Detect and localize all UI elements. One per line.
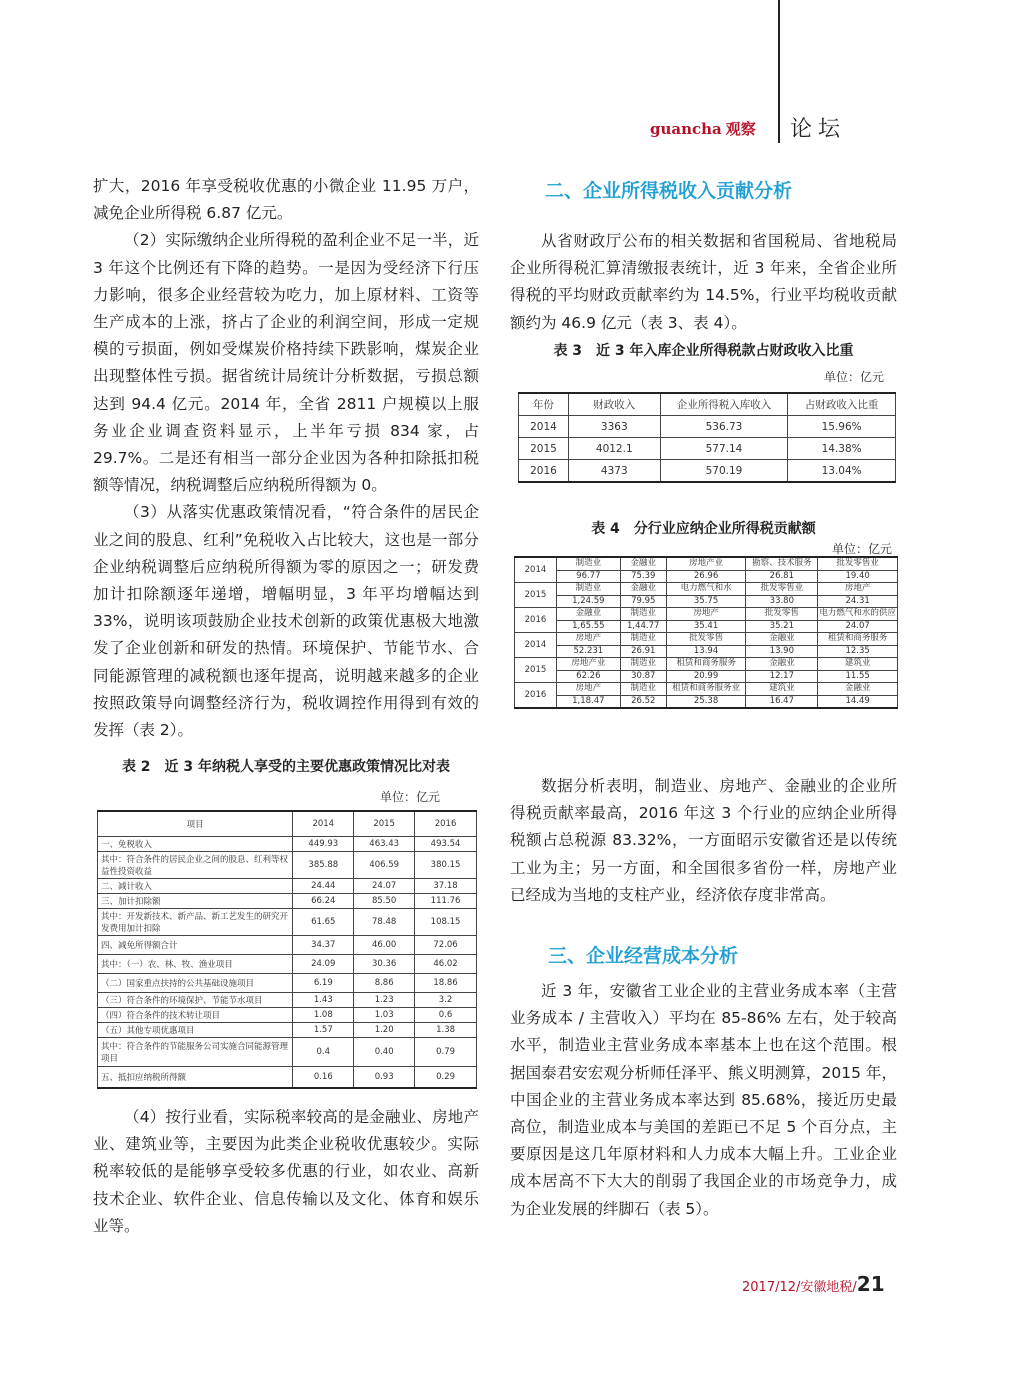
- table3-caption: 表 3 近 3 年入库企业所得税款占财政收入比重: [553, 343, 854, 359]
- table-cell: 制造业: [620, 608, 666, 621]
- table-cell: 租赁和商务服务业: [666, 683, 746, 696]
- header-divider-line: [778, 0, 780, 143]
- table-cell: （三）符合条件的环境保护、节能节水项目: [98, 993, 293, 1008]
- table-row: [515, 683, 898, 696]
- table-cell: 24.31: [818, 595, 898, 608]
- table-cell: 二、减计收入: [98, 879, 293, 894]
- table-cell: 批发零售业: [818, 557, 898, 570]
- table-cell: 0.79: [415, 1038, 477, 1067]
- table-cell: 8.86: [354, 974, 415, 993]
- table-row: [515, 695, 898, 708]
- table3: [518, 392, 896, 483]
- table-row: [515, 595, 898, 608]
- table-cell: 一、免税收入: [98, 837, 293, 852]
- table-cell: 14.49: [818, 695, 898, 708]
- table-row: [519, 438, 896, 460]
- table-cell: 75.39: [620, 570, 666, 583]
- table-cell: 66.24: [293, 894, 354, 909]
- table4-unit: 单位：亿元: [832, 542, 893, 556]
- table-header-cell: 占财政收入比重: [788, 393, 896, 416]
- table-cell: 1,65.55: [556, 620, 620, 633]
- table-row: [98, 879, 477, 894]
- table-cell: 79.95: [620, 595, 666, 608]
- table-cell: 449.93: [293, 837, 354, 852]
- table-cell: 1.08: [293, 1008, 354, 1023]
- table-cell: 13.90: [746, 645, 818, 658]
- table-cell: 三、加计扣除额: [98, 894, 293, 909]
- table-header-cell: 年份: [519, 393, 569, 416]
- table-cell: 62.26: [556, 670, 620, 683]
- table-cell: 租赁和商务服务: [666, 658, 746, 671]
- paragraph: 数据分析表明，制造业、房地产、金融业的企业所得税贡献率最高，2016 年这 3 个行业的应纳企业所得税额占总税源 83.32%，一方面昭示安徽省还是以传统工业为主；另一方面，和全国很多省份一样，房地产业已经成为当地的支柱产业，经济依存度非常高。: [510, 777, 897, 904]
- table-cell: 24.09: [293, 955, 354, 974]
- table-cell: 制造业: [620, 633, 666, 646]
- right-column-text-1: [510, 228, 897, 337]
- table-cell: 570.19: [660, 460, 788, 483]
- section-heading-2: 二、企业所得税收入贡献分析: [545, 180, 793, 202]
- table-cell: 85.50: [354, 894, 415, 909]
- table-row: [515, 620, 898, 633]
- table-cell: 1.20: [354, 1023, 415, 1038]
- table-cell: 61.65: [293, 909, 354, 936]
- table-cell: 1.03: [354, 1008, 415, 1023]
- table-cell: 其中：（一）农、林、牧、渔业项目: [98, 955, 293, 974]
- table-cell: 四、减免所得额合计: [98, 936, 293, 955]
- table-cell: 制造业: [620, 658, 666, 671]
- issue-info: 2017/12/安徽地税/: [742, 1280, 857, 1295]
- table-cell: （二）国家重点扶持的公共基础设施项目: [98, 974, 293, 993]
- table-cell: 1.57: [293, 1023, 354, 1038]
- table-cell: 0.4: [293, 1038, 354, 1067]
- table-cell: 金融业: [620, 583, 666, 596]
- table-cell: 0.16: [293, 1067, 354, 1089]
- table-cell: 其中：符合条件的居民企业之间的股息、红利等权益性投资收益: [98, 852, 293, 879]
- paragraph: （4）按行业看，实际税率较高的是金融业、房地产业、建筑业等，主要因为此类企业税收优惠较少。实际税率较低的是能够享受较多优惠的行业，如农业、高新技术企业、软件企业、信息传输以及文化、体育和娱乐业等。: [93, 1108, 479, 1235]
- table-row: [98, 1023, 477, 1038]
- table-cell: 0.6: [415, 1008, 477, 1023]
- table-row: [519, 460, 896, 483]
- table-cell: 0.40: [354, 1038, 415, 1067]
- table-row: [98, 1008, 477, 1023]
- table-cell: 批发零售业: [746, 583, 818, 596]
- table2: [97, 810, 477, 1089]
- section-title: 论坛: [790, 117, 847, 142]
- table-cell: 金融业: [746, 633, 818, 646]
- table-cell: 33.80: [746, 595, 818, 608]
- table-cell: 其中：符合条件的节能服务公司实施合同能源管理项目: [98, 1038, 293, 1067]
- table-cell: 52.231: [556, 645, 620, 658]
- table-year-cell: 2015: [515, 583, 557, 608]
- table-header-cell: 2016: [415, 811, 477, 837]
- table-cell: 五、抵扣应纳税所得额: [98, 1067, 293, 1089]
- table-cell: 金融业: [556, 608, 620, 621]
- table-cell: 11.55: [818, 670, 898, 683]
- table-cell: 1,18.47: [556, 695, 620, 708]
- table-cell: 制造业: [556, 557, 620, 570]
- table-header-cell: 2015: [354, 811, 415, 837]
- table-cell: 406.59: [354, 852, 415, 879]
- table-row: [98, 1067, 477, 1089]
- table-cell: 房地产: [666, 608, 746, 621]
- page-footer: [742, 1272, 885, 1296]
- left-column-text: [93, 173, 479, 744]
- table-cell: 批发零售: [746, 608, 818, 621]
- table-cell: 金融业: [746, 658, 818, 671]
- table-cell: 房地产业: [666, 557, 746, 570]
- table-cell: 536.73: [660, 416, 788, 438]
- table-row: [98, 993, 477, 1008]
- table-cell: 37.18: [415, 879, 477, 894]
- table-cell: 34.37: [293, 936, 354, 955]
- table-row: [98, 936, 477, 955]
- table-row: [515, 658, 898, 671]
- table-cell: 房地产: [556, 633, 620, 646]
- table-row: [98, 852, 477, 879]
- left-column-bottom-text: [93, 1104, 479, 1240]
- table-cell: 577.14: [660, 438, 788, 460]
- table-cell: 25.38: [666, 695, 746, 708]
- table-row: [519, 416, 896, 438]
- table-cell: 46.00: [354, 936, 415, 955]
- table-cell: 金融业: [620, 557, 666, 570]
- table-cell: 12.35: [818, 645, 898, 658]
- table-cell: 房地产: [818, 583, 898, 596]
- table-cell: 批发零售: [666, 633, 746, 646]
- table-cell: 6.19: [293, 974, 354, 993]
- table-cell: 26.52: [620, 695, 666, 708]
- table4: [514, 556, 898, 709]
- table-cell: 493.54: [415, 837, 477, 852]
- table-year-cell: 2016: [515, 608, 557, 633]
- paragraph: 近 3 年，安徽省工业企业的主营业务成本率（主营业务成本 / 主营收入）平均在 85-86% 左右，处于较高水平，制造业主营业务成本率基本上也在这个范围。根据国泰君安宏观分析师任泽平、熊义明测算，2015 年，中国企业的主营业务成本率达到 85.68%，接近历史最高位，制造业成本与美国的差距已不足 5 个百分点，主要原因是这几年原材料和人力成本大幅上升。工业企业成本居高不下大大的削弱了我国企业的市场竞争力，成为企业发展的绊脚石（表 5）。: [510, 982, 897, 1218]
- table-row: [515, 633, 898, 646]
- table-cell: 2014: [519, 416, 569, 438]
- table-cell: 电力燃气和水的供应: [819, 608, 896, 619]
- table-cell: 制造业: [620, 683, 666, 696]
- table-header-cell: 企业所得税入库收入: [660, 393, 788, 416]
- table-cell: 35.75: [666, 595, 746, 608]
- table-cell: 1,24.59: [556, 595, 620, 608]
- paragraph: （2）实际缴纳企业所得税的盈利企业不足一半，近 3 年这个比例还有下降的趋势。一是因为受经济下行压力影响，很多企业经营较为吃力，加上原材料、工资等生产成本的上涨，挤占了企业的利润空间，形成一定规模的亏损面，例如受煤炭价格持续下跌影响，煤炭企业出现整体性亏损。据省统计局统计分析数据，亏损总额达到 94.4 亿元。2014 年，全省 2811 户规模以上服务业企业调查资料显示，上半年亏损 834 家，占 29.7%。二是还有相当一部分企业因为各种扣除抵扣税额等情况，纳税调整后应纳税所得额为 0。: [93, 231, 479, 495]
- table-cell: 0.29: [415, 1067, 477, 1089]
- table-cell: 13.94: [666, 645, 746, 658]
- table-cell: 96.77: [556, 570, 620, 583]
- right-column-text-3: [510, 978, 897, 1223]
- table-cell: 30.87: [620, 670, 666, 683]
- table2-caption: 表 2 近 3 年纳税人享受的主要优惠政策情况比对表: [121, 759, 451, 775]
- table-cell: 建筑业: [746, 683, 818, 696]
- table-cell: 制造业: [556, 583, 620, 596]
- table-row: [98, 837, 477, 852]
- table-cell: 1.38: [415, 1023, 477, 1038]
- table-cell: 4373: [568, 460, 660, 483]
- table-cell: 14.38%: [788, 438, 896, 460]
- paragraph: 从省财政厅公布的相关数据和省国税局、省地税局企业所得税汇算清缴报表统计，近 3 年来，全省企业所得税的平均财政贡献率约为 14.5%，行业平均税收贡献额约为 46.9 亿元（表 3、表 4）。: [510, 232, 897, 332]
- table-cell: 18.86: [415, 974, 477, 993]
- table3-unit: 单位：亿元: [824, 370, 885, 384]
- table-row: [98, 1038, 477, 1067]
- table2-unit: 单位：亿元: [380, 790, 441, 804]
- table-cell: 2015: [519, 438, 569, 460]
- right-column-text-2: [510, 773, 897, 909]
- table-cell: 26.96: [666, 570, 746, 583]
- column-brand: guancha 观察: [650, 120, 756, 138]
- table-cell: 4012.1: [568, 438, 660, 460]
- table-cell: 13.04%: [788, 460, 896, 483]
- table-cell: 房地产业: [556, 658, 620, 671]
- table-cell: 1.23: [354, 993, 415, 1008]
- section-heading-3: 三、企业经营成本分析: [548, 945, 739, 967]
- table-cell: 勘察、技术服务: [746, 557, 818, 570]
- table-cell: 房地产: [556, 683, 620, 696]
- table-header-row: [519, 393, 896, 416]
- table-row: [98, 909, 477, 936]
- table-header-cell: 项目: [98, 811, 293, 837]
- table-cell: 1.43: [293, 993, 354, 1008]
- table-row: [98, 955, 477, 974]
- table-header-row: [98, 811, 477, 837]
- paragraph: （3）从落实优惠政策情况看，“符合条件的居民企业之间的股息、红利”免税收入占比较大，这也是一部分企业纳税调整后应纳税所得额为零的原因之一；研发费加计扣除额逐年递增，增幅明显，3 年平均增幅达到 33%，说明该项鼓励企业技术创新的政策优惠极大地激发了企业创新和研发的热情。环境保护、节能节水、合同能源管理的减税额也逐年提高，说明越来越多的企业按照政策导向调整经济行为，税收调控作用得到有效的发挥（表 2）。: [93, 503, 479, 740]
- table-row: [98, 894, 477, 909]
- table-row: [515, 608, 898, 621]
- table-cell: 463.43: [354, 837, 415, 852]
- table-cell: 24.07: [354, 879, 415, 894]
- table-year-cell: 2014: [515, 557, 557, 583]
- table-cell: 16.47: [746, 695, 818, 708]
- table-cell: 35.21: [746, 620, 818, 633]
- table-cell: 30.36: [354, 955, 415, 974]
- table-cell: 金融业: [818, 683, 898, 696]
- table-cell: 2016: [519, 460, 569, 483]
- table-cell: 3.2: [415, 993, 477, 1008]
- table-cell: 385.88: [293, 852, 354, 879]
- table-row: [515, 570, 898, 583]
- table-year-cell: 2015: [515, 658, 557, 683]
- table-cell: （四）符合条件的技术转让项目: [98, 1008, 293, 1023]
- table-cell: 其中：开发新技术、新产品、新工艺发生的研究开发费用加计扣除: [98, 909, 293, 936]
- table-cell: 20.99: [666, 670, 746, 683]
- table-cell: 111.76: [415, 894, 477, 909]
- table-header-cell: 财政收入: [568, 393, 660, 416]
- table-cell: 19.40: [818, 570, 898, 583]
- table-cell: 26.91: [620, 645, 666, 658]
- table-row: [515, 557, 898, 570]
- table-year-cell: 2016: [515, 683, 557, 709]
- table-row: [515, 583, 898, 596]
- table-row: [515, 670, 898, 683]
- table-cell: 12.17: [746, 670, 818, 683]
- table-header-cell: 2014: [293, 811, 354, 837]
- table-cell: 108.15: [415, 909, 477, 936]
- table-cell: 24.44: [293, 879, 354, 894]
- table4-caption: 表 4 分行业应纳企业所得税贡献额: [591, 521, 816, 537]
- page-number: 21: [856, 1272, 885, 1296]
- table-cell: 租赁和商务服务: [818, 633, 898, 646]
- table-cell: 3363: [568, 416, 660, 438]
- table-cell: 15.96%: [788, 416, 896, 438]
- table-cell: 35.41: [666, 620, 746, 633]
- paragraph: 扩大，2016 年享受税收优惠的小微企业 11.95 万户，减免企业所得税 6.87 亿元。: [93, 177, 479, 223]
- table-cell: 电力燃气和水: [666, 583, 746, 596]
- table-cell: 0.93: [354, 1067, 415, 1089]
- table-cell: 380.15: [415, 852, 477, 879]
- table-cell: 1,44.77: [620, 620, 666, 633]
- table-cell: 78.48: [354, 909, 415, 936]
- table-row: [515, 645, 898, 658]
- table-cell: 24.07: [818, 620, 898, 633]
- table-cell: 72.06: [415, 936, 477, 955]
- table-cell: 建筑业: [818, 658, 898, 671]
- table-row: [98, 974, 477, 993]
- table-cell: 46.02: [415, 955, 477, 974]
- table-cell: （五）其他专项优惠项目: [98, 1023, 293, 1038]
- table-cell: 26.81: [746, 570, 818, 583]
- table-year-cell: 2014: [515, 633, 557, 658]
